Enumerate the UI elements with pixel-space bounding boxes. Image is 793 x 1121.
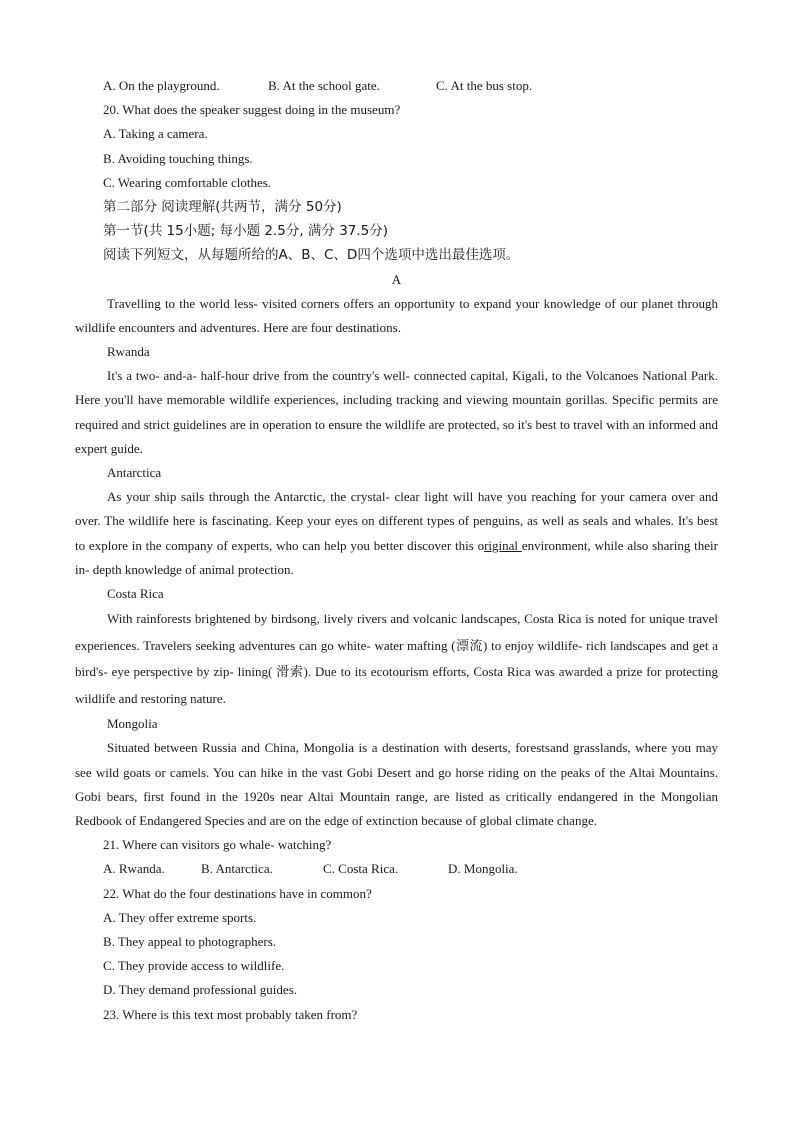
q23-question: 23. Where is this text most probably taken from? [103, 1006, 358, 1022]
q22-option-b: B. They appeal to photographers. [103, 934, 277, 950]
antarctica-text-before: As your ship sails through the Antarctic, the crystal- clear light will have you reaching for your camera over and over. The wildlife here is fascinating. Keep your eyes on different types of penguins, as well as seals and whales. It's best to explore in the company of experts, who can help you better discover this o [75, 489, 718, 553]
costa-rica-paragraph: With rainforests brightened by birdsong, lively rivers and volcanic landscapes, Costa Rica is noted for unique travel experiences. Travelers seeking adventures can go white- water mafting (漂流) to enjoy wildlife- rich landscapes and get a bird's- eye perspective by zip- lining( 滑索). Due to its ecotourism efforts, Costa Rica was awarded a prize for protecting wildlife and restoring nature. [75, 611, 718, 706]
passage-intro: Travelling to the world less- visited corners offers an opportunity to expand your knowledge of our planet through wildlife encounters and adventures. Here are four destinations. [75, 295, 718, 335]
q20-option-a: A. Taking a camera. [103, 126, 208, 142]
mongolia-paragraph: Situated between Russia and China, Mongolia is a destination with deserts, forestsand grasslands, where you may see wild goats or camels. You can hike in the vast Gobi Desert and go horse riding on the peaks of the Altai Mountains. Gobi bears, first found in the 1920s near Altai Mountain range, are listed as critically endangered in the Mongolian Redbook of Endangered Species and are on the edge of extinction because of global climate change. [75, 740, 718, 829]
destination-title-mongolia: Mongolia [107, 716, 158, 732]
exam-page [75, 74, 718, 1027]
q19-option-a: A. On the playground. [103, 78, 220, 93]
underlined-word: riginal [484, 537, 522, 553]
antarctica-paragraph [75, 485, 718, 582]
q20-question: 20. What does the speaker suggest doing in the museum? [103, 102, 401, 118]
section-instruction: 阅读下列短文，从每题所给的A、B、C、D四个选项中选出最佳选项。 [103, 247, 520, 264]
q21-option-c: C. Costa Rica. [323, 861, 399, 877]
q22-option-a: A. They offer extreme sports. [103, 909, 257, 925]
passage-letter: A [391, 271, 402, 287]
q19-option-b: B. At the school gate. [268, 78, 380, 93]
destination-title-costa-rica: Costa Rica [107, 586, 164, 602]
q22-option-d: D. They demand professional guides. [103, 982, 297, 998]
q21-options [75, 857, 718, 881]
q21-option-b: B. Antarctica. [201, 861, 273, 877]
q21-option-a: A. Rwanda. [103, 861, 165, 877]
section-subtitle: 第一节(共 15小题; 每小题 2.5分, 满分 37.5分) [103, 223, 389, 240]
q22-question: 22. What do the four destinations have in common? [103, 885, 372, 901]
q19-option-c: C. At the bus stop. [436, 78, 533, 93]
antarctica-text-after: environment, while also sharing their in- depth knowledge of animal protection. [75, 537, 718, 577]
q21-option-d: D. Mongolia. [448, 861, 518, 877]
destination-title-rwanda: Rwanda [107, 344, 150, 360]
q22-option-c: C. They provide access to wildlife. [103, 958, 285, 974]
part-title: 第二部分 阅读理解(共两节，满分 50分) [103, 198, 342, 215]
q19-options [75, 74, 718, 98]
q21-question: 21. Where can visitors go whale- watching? [103, 837, 332, 853]
q20-option-b: B. Avoiding touching things. [103, 150, 253, 166]
destination-title-antarctica: Antarctica [107, 465, 162, 481]
rwanda-paragraph: It's a two- and-a- half-hour drive from the country's well- connected capital, Kigali, to the Volcanoes National Park. Here you'll have memorable wildlife experiences, including tracking and viewing mountain gorillas. Specific permits are required and strict guidelines are in operation to ensure the wildlife are protected, so it's best to travel with an informed and expert guide. [75, 368, 718, 456]
q20-option-c: C. Wearing comfortable clothes. [103, 174, 272, 190]
